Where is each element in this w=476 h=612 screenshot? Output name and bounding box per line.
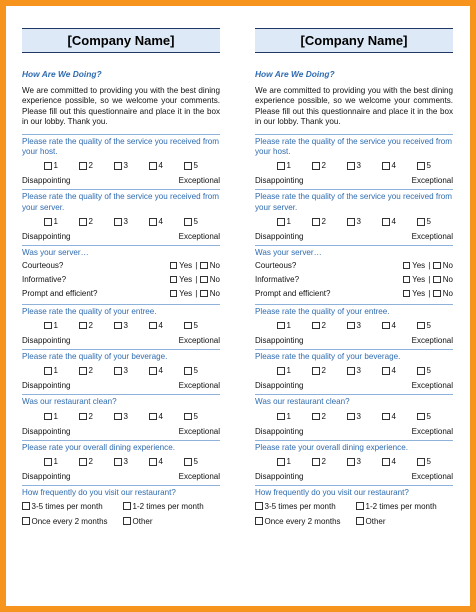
checkbox[interactable]: [44, 162, 52, 170]
rating-option-2[interactable]: 2: [312, 161, 347, 170]
checkbox[interactable]: [312, 367, 320, 375]
scale-ends: [22, 175, 220, 186]
checkbox[interactable]: [417, 458, 425, 466]
rating-option-4[interactable]: 4: [382, 161, 417, 170]
high-label: Exceptional: [411, 232, 453, 242]
rating-option-1[interactable]: 1: [277, 161, 312, 170]
checkbox[interactable]: [44, 458, 52, 466]
rating-option-5[interactable]: 5: [417, 412, 452, 421]
rating-option-5[interactable]: 5: [184, 217, 219, 226]
rating-option-1[interactable]: 1: [44, 366, 79, 375]
survey-heading: How Are We Doing?: [22, 69, 102, 79]
trait-label: Informative?: [22, 275, 67, 285]
no-checkbox[interactable]: [200, 262, 208, 270]
survey-heading: How Are We Doing?: [255, 69, 335, 79]
checkbox[interactable]: [149, 413, 157, 421]
section-overall: [22, 440, 220, 482]
rating-option-3[interactable]: 3: [114, 457, 149, 466]
section-host: [22, 134, 220, 187]
rating-scale: [255, 365, 453, 376]
checkbox[interactable]: [312, 413, 320, 421]
checkbox[interactable]: [184, 458, 192, 466]
checkbox[interactable]: [149, 322, 157, 330]
checkbox[interactable]: [356, 502, 364, 510]
rating-scale: [22, 456, 220, 467]
checkbox[interactable]: [184, 367, 192, 375]
low-label: Disappointing: [255, 232, 304, 242]
scale-ends: [22, 471, 220, 482]
frequency-option[interactable]: 3-5 times per month: [255, 502, 356, 511]
rating-option-4[interactable]: 4: [382, 366, 417, 375]
scale-ends: [22, 335, 220, 346]
checkbox[interactable]: [79, 413, 87, 421]
high-label: Exceptional: [178, 176, 220, 186]
rating-option-5[interactable]: 5: [184, 457, 219, 466]
question-clean: Was our restaurant clean?: [22, 397, 117, 407]
question-frequency: How frequently do you visit our restaurant?: [22, 488, 176, 498]
section-clean: [255, 394, 453, 436]
trait-row: [22, 287, 220, 301]
checkbox[interactable]: [79, 458, 87, 466]
rating-option-4[interactable]: 4: [149, 412, 184, 421]
question-host: Please rate the quality of the service you received from your host.: [22, 136, 220, 157]
frequency-row: [255, 499, 453, 514]
rating-option-4[interactable]: 4: [149, 457, 184, 466]
high-label: Exceptional: [411, 426, 453, 436]
question-entree: Please rate the quality of your entree.: [22, 306, 157, 316]
rating-option-2[interactable]: 2: [79, 321, 114, 330]
rating-option-3[interactable]: 3: [347, 412, 382, 421]
checkbox[interactable]: [382, 322, 390, 330]
rating-scale: [255, 320, 453, 331]
checkbox[interactable]: [312, 458, 320, 466]
frequency-row: [255, 514, 453, 529]
rating-option-3[interactable]: 3: [114, 217, 149, 226]
trait-label: Prompt and efficient?: [255, 289, 331, 299]
rating-option-2[interactable]: 2: [79, 161, 114, 170]
question-host: Please rate the quality of the service you received from your host.: [255, 136, 453, 157]
question-frequency: How frequently do you visit our restaurant?: [255, 488, 409, 498]
scale-ends: [22, 426, 220, 437]
scale-ends: [255, 471, 453, 482]
intro-text: We are committed to providing you with the best dining experience possible, so we welcome your comments. Please fill out this questionnaire and place it in the box in our lobby. Thank you.: [22, 86, 220, 127]
scale-ends: [255, 380, 453, 391]
rating-option-1[interactable]: 1: [44, 412, 79, 421]
checkbox[interactable]: [277, 322, 285, 330]
checkbox[interactable]: [255, 517, 263, 525]
checkbox[interactable]: [347, 162, 355, 170]
checkbox[interactable]: [79, 367, 87, 375]
yes-no-choice: Yes | No: [403, 261, 453, 270]
rating-option-5[interactable]: 5: [417, 321, 452, 330]
checkbox[interactable]: [347, 413, 355, 421]
frequency-row: [22, 499, 220, 514]
rating-option-3[interactable]: 3: [347, 161, 382, 170]
section-entree: [22, 304, 220, 346]
frequency-option[interactable]: Once every 2 months: [22, 517, 123, 526]
trait-label: Courteous?: [22, 261, 64, 271]
section-host: [255, 134, 453, 187]
checkbox[interactable]: [149, 218, 157, 226]
no-checkbox[interactable]: [200, 276, 208, 284]
no-checkbox[interactable]: [433, 290, 441, 298]
no-checkbox[interactable]: [433, 276, 441, 284]
yes-checkbox[interactable]: [170, 290, 178, 298]
checkbox[interactable]: [255, 502, 263, 510]
rating-option-4[interactable]: 4: [382, 412, 417, 421]
checkbox[interactable]: [417, 413, 425, 421]
rating-option-4[interactable]: 4: [149, 321, 184, 330]
low-label: Disappointing: [255, 336, 304, 346]
rating-option-5[interactable]: 5: [417, 161, 452, 170]
rating-option-3[interactable]: 3: [347, 366, 382, 375]
rating-scale: [255, 411, 453, 422]
rating-option-3[interactable]: 3: [347, 217, 382, 226]
checkbox[interactable]: [312, 322, 320, 330]
checkbox[interactable]: [347, 458, 355, 466]
rating-option-1[interactable]: 1: [277, 412, 312, 421]
high-label: Exceptional: [178, 232, 220, 242]
section-was-server: [22, 245, 220, 300]
low-label: Disappointing: [22, 381, 71, 391]
rating-option-3[interactable]: 3: [347, 321, 382, 330]
high-label: Exceptional: [178, 336, 220, 346]
yes-no-choice: Yes | No: [403, 289, 453, 298]
section-overall: [255, 440, 453, 482]
rating-option-2[interactable]: 2: [79, 217, 114, 226]
section-was-server: [255, 245, 453, 300]
question-server: Please rate the quality of the service you received from your server.: [255, 192, 453, 212]
frequency-option[interactable]: 1-2 times per month: [356, 502, 437, 511]
question-beverage: Please rate the quality of your beverage.: [22, 352, 168, 362]
survey-card-left: [22, 28, 220, 529]
yes-no-choice: Yes | No: [170, 261, 220, 270]
rating-option-5[interactable]: 5: [184, 412, 219, 421]
checkbox[interactable]: [184, 322, 192, 330]
yes-checkbox[interactable]: [170, 262, 178, 270]
question-was-server: Was your server…: [22, 248, 89, 258]
rating-option-2[interactable]: 2: [79, 366, 114, 375]
checkbox[interactable]: [79, 162, 87, 170]
rating-option-4[interactable]: 4: [382, 217, 417, 226]
scale-ends: [255, 231, 453, 242]
low-label: Disappointing: [22, 472, 71, 482]
rating-option-2[interactable]: 2: [312, 412, 347, 421]
checkbox[interactable]: [277, 162, 285, 170]
frequency-option[interactable]: 3-5 times per month: [22, 502, 123, 511]
frequency-row: [22, 514, 220, 529]
high-label: Exceptional: [411, 336, 453, 346]
question-server: Please rate the quality of the service you received from your server.: [22, 192, 220, 212]
checkbox[interactable]: [312, 218, 320, 226]
checkbox[interactable]: [22, 502, 30, 510]
rating-option-5[interactable]: 5: [184, 366, 219, 375]
high-label: Exceptional: [411, 176, 453, 186]
rating-option-3[interactable]: 3: [114, 161, 149, 170]
company-name-title: [Company Name]: [22, 28, 220, 53]
checkbox[interactable]: [277, 218, 285, 226]
rating-scale: [22, 160, 220, 171]
rating-option-3[interactable]: 3: [114, 321, 149, 330]
question-was-server: Was your server…: [255, 248, 322, 258]
company-name-title: [Company Name]: [255, 28, 453, 53]
rating-option-1[interactable]: 1: [44, 321, 79, 330]
checkbox[interactable]: [356, 517, 364, 525]
rating-option-1[interactable]: 1: [44, 161, 79, 170]
section-entree: [255, 304, 453, 346]
section-frequency: [255, 485, 453, 528]
rating-option-1[interactable]: 1: [44, 457, 79, 466]
checkbox[interactable]: [79, 218, 87, 226]
rating-option-3[interactable]: 3: [347, 457, 382, 466]
section-server: [22, 189, 220, 242]
rating-option-2[interactable]: 2: [312, 457, 347, 466]
checkbox[interactable]: [417, 218, 425, 226]
checkbox[interactable]: [347, 218, 355, 226]
yes-checkbox[interactable]: [170, 276, 178, 284]
checkbox[interactable]: [417, 162, 425, 170]
yes-checkbox[interactable]: [403, 290, 411, 298]
survey-card-right: [255, 28, 453, 529]
rating-option-2[interactable]: 2: [79, 412, 114, 421]
rating-scale: [255, 456, 453, 467]
question-overall: Please rate your overall dining experience.: [255, 442, 408, 452]
low-label: Disappointing: [255, 381, 304, 391]
high-label: Exceptional: [411, 472, 453, 482]
scale-ends: [255, 426, 453, 437]
trait-label: Prompt and efficient?: [22, 289, 98, 299]
yes-checkbox[interactable]: [403, 276, 411, 284]
high-label: Exceptional: [178, 426, 220, 436]
checkbox[interactable]: [123, 502, 131, 510]
frequency-option[interactable]: Once every 2 months: [255, 517, 356, 526]
rating-option-1[interactable]: 1: [277, 217, 312, 226]
checkbox[interactable]: [184, 413, 192, 421]
checkbox[interactable]: [347, 367, 355, 375]
frequency-option[interactable]: Other: [356, 517, 386, 526]
rating-option-1[interactable]: 1: [44, 217, 79, 226]
high-label: Exceptional: [411, 381, 453, 391]
checkbox[interactable]: [114, 458, 122, 466]
checkbox[interactable]: [79, 322, 87, 330]
page: [6, 6, 470, 606]
trait-row: [255, 273, 453, 287]
rating-scale: [255, 216, 453, 227]
low-label: Disappointing: [22, 232, 71, 242]
rating-option-4[interactable]: 4: [149, 366, 184, 375]
rating-option-2[interactable]: 2: [312, 321, 347, 330]
checkbox[interactable]: [417, 367, 425, 375]
trait-label: Informative?: [255, 275, 300, 285]
checkbox[interactable]: [184, 218, 192, 226]
rating-option-5[interactable]: 5: [417, 457, 452, 466]
checkbox[interactable]: [312, 162, 320, 170]
checkbox[interactable]: [44, 322, 52, 330]
no-checkbox[interactable]: [200, 290, 208, 298]
no-checkbox[interactable]: [433, 262, 441, 270]
scale-ends: [22, 231, 220, 242]
checkbox[interactable]: [114, 162, 122, 170]
checkbox[interactable]: [347, 322, 355, 330]
rating-option-3[interactable]: 3: [114, 412, 149, 421]
trait-row: [255, 287, 453, 301]
checkbox[interactable]: [417, 322, 425, 330]
checkbox[interactable]: [44, 367, 52, 375]
frequency-option[interactable]: Other: [123, 517, 153, 526]
rating-option-4[interactable]: 4: [149, 161, 184, 170]
checkbox[interactable]: [277, 367, 285, 375]
frequency-option[interactable]: 1-2 times per month: [123, 502, 204, 511]
low-label: Disappointing: [255, 472, 304, 482]
checkbox[interactable]: [149, 367, 157, 375]
checkbox[interactable]: [382, 413, 390, 421]
scale-ends: [255, 335, 453, 346]
checkbox[interactable]: [277, 458, 285, 466]
low-label: Disappointing: [22, 336, 71, 346]
trait-row: [22, 259, 220, 273]
intro-text: We are committed to providing you with the best dining experience possible, so we welcome your comments. Please fill out this questionnaire and place it in the box in our lobby. Thank you.: [255, 86, 453, 127]
rating-scale: [22, 216, 220, 227]
checkbox[interactable]: [114, 218, 122, 226]
section-beverage: [22, 349, 220, 391]
checkbox[interactable]: [114, 322, 122, 330]
rating-option-5[interactable]: 5: [184, 161, 219, 170]
question-clean: Was our restaurant clean?: [255, 397, 350, 407]
low-label: Disappointing: [22, 176, 71, 186]
checkbox[interactable]: [277, 413, 285, 421]
question-overall: Please rate your overall dining experience.: [22, 442, 175, 452]
high-label: Exceptional: [178, 381, 220, 391]
rating-scale: [22, 411, 220, 422]
rating-option-2[interactable]: 2: [79, 457, 114, 466]
trait-row: [255, 259, 453, 273]
rating-option-2[interactable]: 2: [312, 217, 347, 226]
section-frequency: [22, 485, 220, 528]
section-beverage: [255, 349, 453, 391]
checkbox[interactable]: [149, 458, 157, 466]
scale-ends: [22, 380, 220, 391]
checkbox[interactable]: [382, 367, 390, 375]
low-label: Disappointing: [22, 426, 71, 436]
yes-no-choice: Yes | No: [403, 275, 453, 284]
yes-no-choice: Yes | No: [170, 275, 220, 284]
rating-option-5[interactable]: 5: [417, 217, 452, 226]
rating-scale: [22, 320, 220, 331]
rating-option-5[interactable]: 5: [417, 366, 452, 375]
rating-option-2[interactable]: 2: [312, 366, 347, 375]
trait-row: [22, 273, 220, 287]
checkbox[interactable]: [149, 162, 157, 170]
checkbox[interactable]: [184, 162, 192, 170]
rating-option-1[interactable]: 1: [277, 321, 312, 330]
checkbox[interactable]: [123, 517, 131, 525]
rating-option-5[interactable]: 5: [184, 321, 219, 330]
rating-scale: [255, 160, 453, 171]
rating-option-1[interactable]: 1: [277, 457, 312, 466]
trait-label: Courteous?: [255, 261, 297, 271]
scale-ends: [255, 175, 453, 186]
checkbox[interactable]: [44, 218, 52, 226]
rating-option-3[interactable]: 3: [114, 366, 149, 375]
rating-option-1[interactable]: 1: [277, 366, 312, 375]
checkbox[interactable]: [382, 162, 390, 170]
checkbox[interactable]: [114, 413, 122, 421]
section-server: [255, 189, 453, 242]
low-label: Disappointing: [255, 426, 304, 436]
rating-option-4[interactable]: 4: [382, 457, 417, 466]
rating-scale: [22, 365, 220, 376]
rating-option-4[interactable]: 4: [149, 217, 184, 226]
high-label: Exceptional: [178, 472, 220, 482]
rating-option-4[interactable]: 4: [382, 321, 417, 330]
checkbox[interactable]: [44, 413, 52, 421]
low-label: Disappointing: [255, 176, 304, 186]
section-clean: [22, 394, 220, 436]
question-entree: Please rate the quality of your entree.: [255, 306, 390, 316]
checkbox[interactable]: [382, 218, 390, 226]
checkbox[interactable]: [22, 517, 30, 525]
checkbox[interactable]: [382, 458, 390, 466]
question-beverage: Please rate the quality of your beverage.: [255, 352, 401, 362]
yes-checkbox[interactable]: [403, 262, 411, 270]
yes-no-choice: Yes | No: [170, 289, 220, 298]
checkbox[interactable]: [114, 367, 122, 375]
